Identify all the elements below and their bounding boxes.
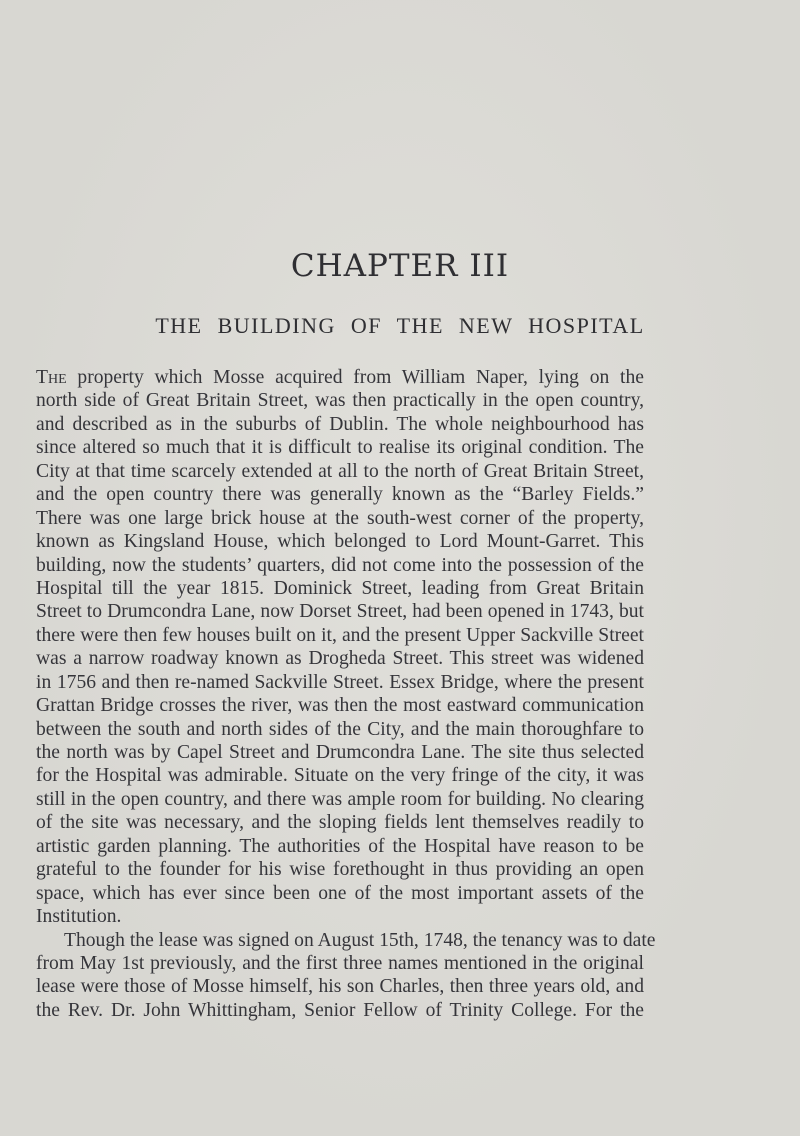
text-line: Though the lease was signed on August 15th, 1748, the tenancy was to date <box>64 929 656 951</box>
text-line: grateful to the founder for his wise forethought in thus providing an open <box>36 859 644 881</box>
text-line: The property which Mosse acquired from William Naper, lying on the <box>36 367 644 388</box>
lead-word: The <box>36 367 67 388</box>
text-line: since altered so much that it is difficult to realise its original condition. The <box>36 437 644 459</box>
text-line: and described as in the suburbs of Dublin. The whole neighbourhood has <box>36 413 644 435</box>
text-line: and the open country there was generally known as the “Barley Fields.” <box>36 484 644 506</box>
text-line: for the Hospital was admirable. Situate on the very fringe of the city, it was <box>36 765 644 787</box>
paragraph-2 <box>36 929 656 1023</box>
chapter-title: CHAPTER III <box>290 248 510 284</box>
text-line: was a narrow roadway known as Drogheda Street. This street was widened <box>36 648 644 670</box>
paragraph-1 <box>36 366 644 929</box>
text-line: space, which has ever since been one of the most important assets of the <box>36 882 644 904</box>
chapter-subtitle: THE BUILDING OF THE NEW HOSPITAL <box>155 313 645 338</box>
text-line: Hospital till the year 1815. Dominick Street, leading from Great Britain <box>36 577 644 599</box>
text-line: There was one large brick house at the south-west corner of the property, <box>36 507 644 529</box>
text-line: the north was by Capel Street and Drumcondra Lane. The site thus selected <box>36 742 644 763</box>
text-line: lease were those of Mosse himself, his son Charles, then three years old, and <box>36 976 644 998</box>
text-line: from May 1st previously, and the first three names mentioned in the original <box>36 952 644 974</box>
text-line: between the south and north sides of the City, and the main thoroughfare to <box>36 718 644 740</box>
text-line: the Rev. Dr. John Whittingham, Senior Fellow of Trinity College. For the <box>36 999 644 1021</box>
text-line: known as Kingsland House, which belonged to Lord Mount-Garret. This <box>36 531 644 553</box>
text-line: of the site was necessary, and the sloping fields lent themselves readily to <box>36 812 644 834</box>
text-line: building, now the students’ quarters, did not come into the possession of the <box>36 554 644 576</box>
text-line: Street to Drumcondra Lane, now Dorset Street, had been opened in 1743, but <box>36 601 644 623</box>
chapter-body <box>36 366 656 1022</box>
text-line: City at that time scarcely extended at all to the north of Great Britain Street, <box>36 460 644 482</box>
text-line: there were then few houses built on it, and the present Upper Sackville Street <box>36 624 644 646</box>
text-line: artistic garden planning. The authorities of the Hospital have reason to be <box>36 835 644 857</box>
text-line: north side of Great Britain Street, was then practically in the open country, <box>36 390 644 412</box>
text-line: in 1756 and then re-named Sackville Street. Essex Bridge, where the present <box>36 671 644 693</box>
text-line: Grattan Bridge crosses the river, was then the most eastward communication <box>36 695 644 717</box>
text-line: still in the open country, and there was ample room for building. No clearing <box>36 788 644 810</box>
text-line: Institution. <box>36 906 122 928</box>
